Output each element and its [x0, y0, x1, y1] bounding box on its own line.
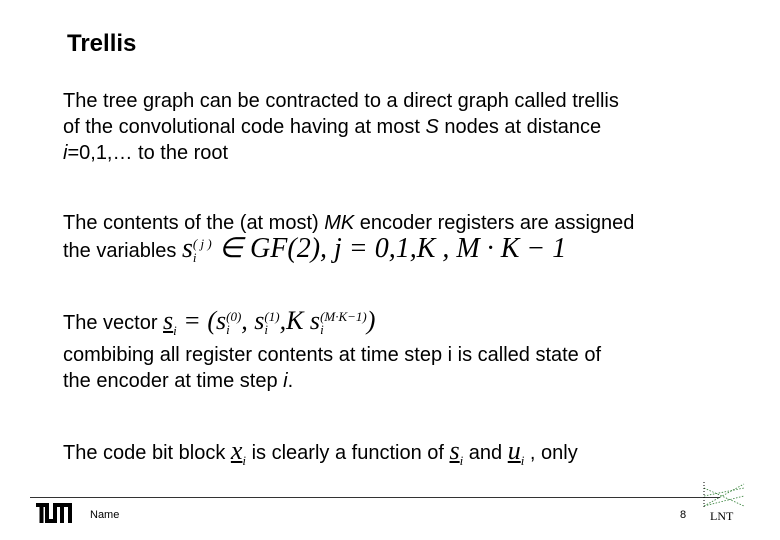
formula-subscript: i: [459, 453, 464, 469]
text-line: [63, 114, 619, 140]
text-line: [63, 233, 634, 270]
variable: MK: [324, 212, 355, 234]
text-fragment: of the convolutional code having at most: [63, 116, 426, 138]
text-line: [63, 308, 601, 342]
formula-indices: [226, 310, 241, 336]
formula-part: , s: [241, 306, 265, 335]
formula-subscript: i: [520, 453, 525, 469]
text-line: [63, 438, 578, 474]
formula-symbol: x: [230, 436, 243, 465]
text-fragment: the encoder at time step: [63, 370, 284, 392]
formula-part: = (s: [176, 306, 227, 335]
slide-title: Trellis: [67, 30, 137, 57]
text-fragment: =0,1,… to the root: [67, 142, 229, 164]
variable: i: [63, 142, 68, 164]
text-fragment: is clearly a function of: [251, 442, 450, 464]
formula-state-vector: [163, 306, 376, 339]
text-fragment: and: [468, 442, 508, 464]
formula-subscript: i: [173, 323, 177, 339]
formula-superscript: (0): [226, 309, 242, 325]
paragraph-vector: [63, 308, 601, 394]
page-number: 8: [680, 509, 687, 521]
variable: i: [283, 370, 288, 392]
footer-author: Name: [90, 509, 120, 521]
text-line: The tree graph can be contracted to a direct graph called trellis: [63, 90, 619, 112]
text-fragment: encoder registers are assigned: [354, 212, 635, 234]
formula-part: ): [366, 306, 376, 335]
formula-part: ,K s: [279, 306, 321, 335]
formula-indices: [264, 310, 279, 336]
formula-superscript: ( j ): [192, 235, 212, 251]
lnt-logo-text: LNT: [710, 509, 734, 523]
variable: S: [425, 116, 439, 138]
text-fragment: The code bit block: [63, 442, 231, 464]
formula-symbol: s: [181, 233, 193, 264]
formula-subscript: i: [264, 322, 269, 338]
formula-x: [230, 436, 247, 469]
text-line: combibing all register contents at time step i is called state of: [63, 344, 602, 366]
formula-subscript: i: [226, 322, 230, 338]
formula-subscript: i: [320, 322, 324, 338]
paragraph-code-bit: [63, 438, 578, 474]
formula-symbol: s: [449, 436, 460, 465]
paragraph-registers: [63, 210, 634, 270]
formula-variables: [182, 233, 566, 264]
text-fragment: nodes at distance: [438, 116, 602, 138]
text-fragment: .: [287, 370, 294, 392]
formula-symbol: u: [507, 436, 521, 465]
text-line: [63, 140, 619, 166]
formula-range: ∈ GF(2), j = 0,1,K , M · K − 1: [218, 233, 567, 264]
formula-subscript: i: [242, 453, 247, 469]
text-fragment: The vector: [63, 312, 164, 334]
formula-superscript: (1): [264, 309, 280, 325]
formula-u: [507, 436, 525, 469]
formula-indices: [193, 237, 212, 265]
text-fragment: the variables: [63, 240, 182, 262]
tum-logo: [36, 503, 72, 523]
text-fragment: , only: [529, 442, 578, 464]
text-fragment: The contents of the (at most): [63, 212, 325, 234]
footer-divider: [30, 497, 720, 498]
formula-superscript: (M·K−1): [320, 309, 367, 325]
formula-symbol: s: [163, 306, 174, 335]
text-line: [63, 368, 601, 394]
formula-indices: [320, 310, 367, 336]
formula-s: [449, 436, 464, 469]
formula-subscript: i: [192, 249, 197, 265]
lnt-logo: [700, 478, 750, 524]
paragraph-trellis: [63, 88, 619, 166]
